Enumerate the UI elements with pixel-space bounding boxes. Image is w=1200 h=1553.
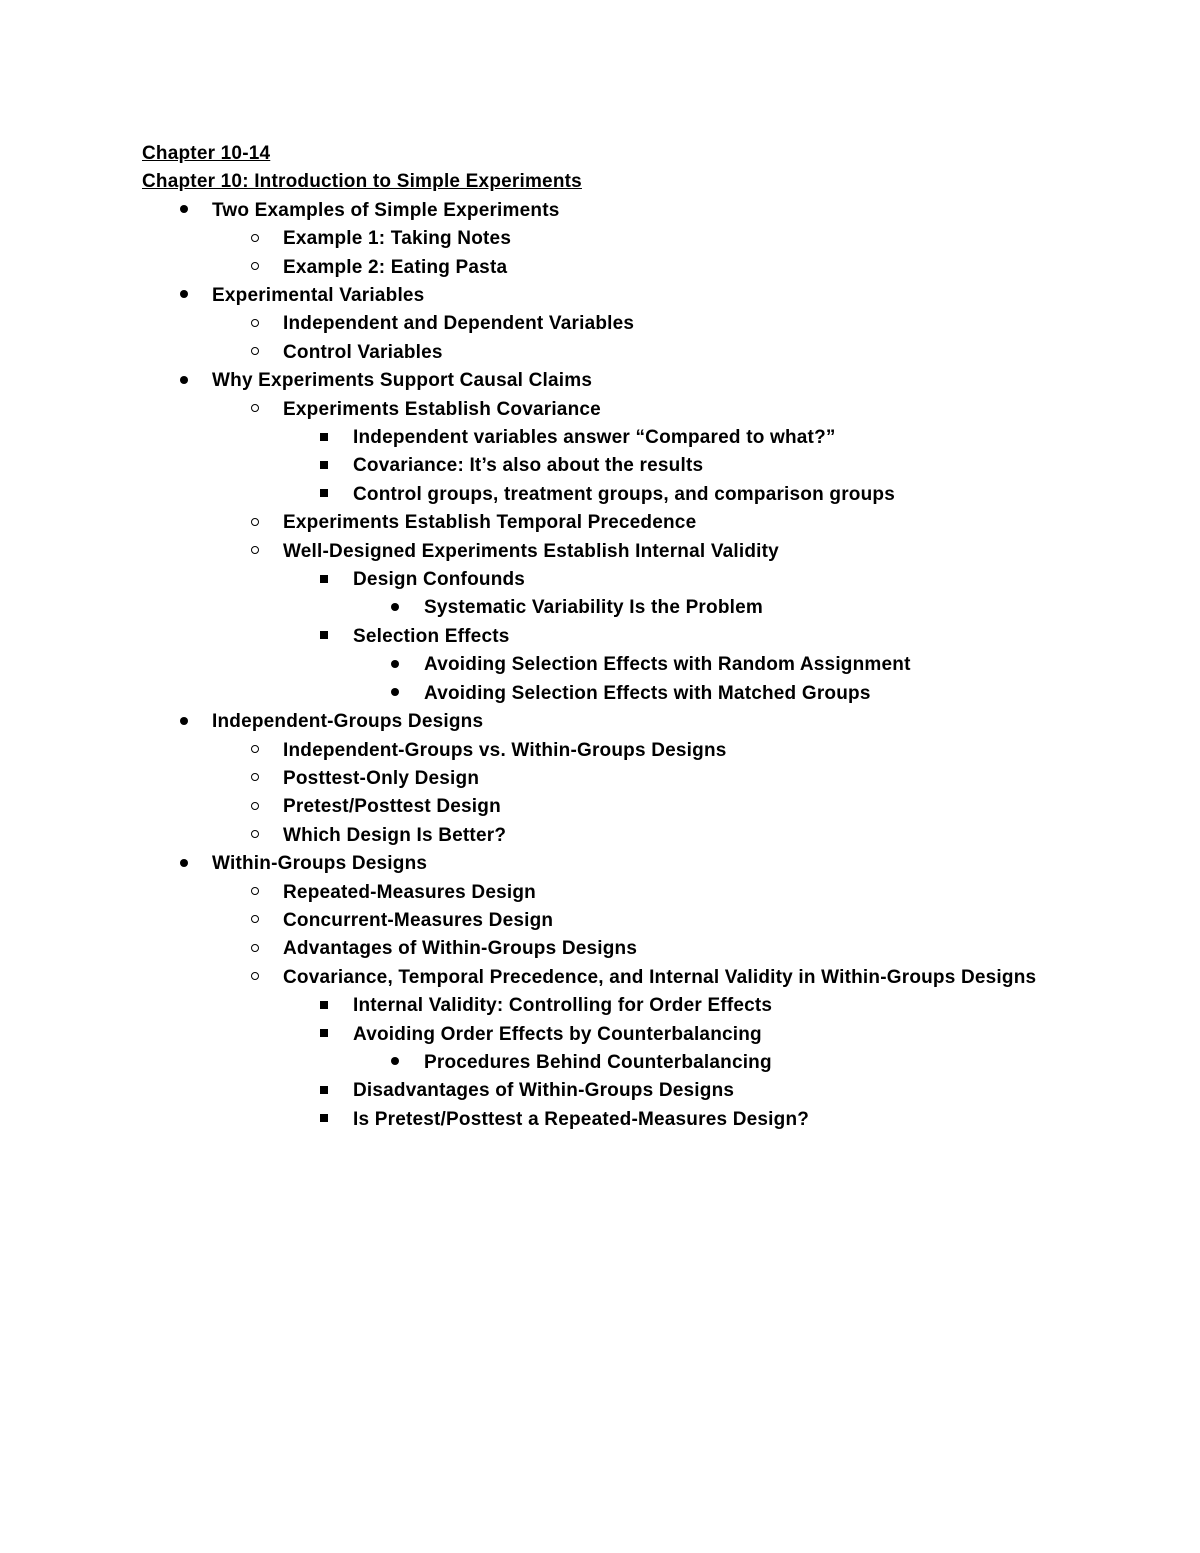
outline-item-level-2 <box>142 509 1142 537</box>
outline-item-level-2 <box>142 396 1142 424</box>
outline-item-text: Pretest/Posttest Design <box>283 796 501 818</box>
filled-circle-icon-shape <box>391 1057 399 1065</box>
outline-item-level-3 <box>142 623 1142 651</box>
outline-item-level-2 <box>142 765 1142 793</box>
outline-item-text: Is Pretest/Posttest a Repeated-Measures Design? <box>353 1108 810 1130</box>
hollow-circle-icon <box>245 225 265 253</box>
hollow-circle-icon <box>245 879 265 907</box>
outline-item-level-2 <box>142 310 1142 338</box>
hollow-circle-icon-shape <box>251 972 259 980</box>
outline-item-text: Experiments Establish Temporal Precedence <box>283 512 697 534</box>
outline-item-text: Why Experiments Support Causal Claims <box>212 370 593 392</box>
outline-item-text: Systematic Variability Is the Problem <box>424 597 763 619</box>
hollow-circle-icon-shape <box>251 944 259 952</box>
filled-square-icon-shape <box>320 433 328 441</box>
hollow-circle-icon <box>245 396 265 424</box>
filled-circle-icon-shape <box>180 376 188 384</box>
hollow-circle-icon <box>245 964 265 992</box>
filled-square-icon-shape <box>320 489 328 497</box>
filled-square-icon-shape <box>320 461 328 469</box>
outline-item-text: Concurrent-Measures Design <box>283 909 554 931</box>
outline-item-level-3 <box>142 1106 1142 1134</box>
hollow-circle-icon-shape <box>251 262 259 270</box>
hollow-circle-icon <box>245 907 265 935</box>
outline-item-text: Experimental Variables <box>212 285 425 306</box>
hollow-circle-icon-shape <box>251 347 259 355</box>
outline-item-level-3 <box>142 1077 1142 1105</box>
hollow-circle-icon <box>245 793 265 821</box>
hollow-circle-icon <box>245 737 265 765</box>
outline-item-text: Independent-Groups Designs <box>212 711 484 733</box>
outline-item-level-2 <box>142 793 1142 821</box>
outline-item-text: Covariance, Temporal Precedence, and Internal Validity in Within-Groups Designs <box>283 966 1037 988</box>
hollow-circle-icon-shape <box>251 915 259 923</box>
outline-item-text: Repeated-Measures Design <box>283 881 536 903</box>
outline-item-text: Internal Validity: Controlling for Order Effects <box>353 995 773 1017</box>
outline-item-text: Independent-Groups vs. Within-Groups Designs <box>283 739 727 761</box>
filled-circle-icon <box>174 197 194 225</box>
outline-item-text: Example 1: Taking Notes <box>283 228 512 250</box>
outline-item-text: Which Design Is Better? <box>283 824 507 846</box>
outline-item-text: Avoiding Selection Effects with Matched Groups <box>424 682 871 704</box>
outline-item-text: Within-Groups Designs <box>212 853 428 875</box>
outline-item-text: Posttest-Only Design <box>283 767 480 789</box>
hollow-circle-icon-shape <box>251 802 259 810</box>
filled-square-icon <box>314 1106 334 1134</box>
hollow-circle-icon <box>245 822 265 850</box>
outline-item-text: Advantages of Within-Groups Designs <box>283 938 638 960</box>
outline-item-level-1 <box>142 367 1142 395</box>
outline-item-level-2 <box>142 737 1142 765</box>
outline-item-level-4 <box>142 1049 1142 1077</box>
outline-item-text: Avoiding Order Effects by Counterbalancing <box>353 1023 762 1045</box>
outline-item-text: Example 2: Eating Pasta <box>283 256 508 278</box>
outline-item-level-2 <box>142 935 1142 963</box>
filled-circle-icon <box>174 708 194 736</box>
filled-square-icon <box>314 481 334 509</box>
outline-item-text: Covariance: It’s also about the results <box>353 455 704 477</box>
filled-circle-icon-shape <box>180 290 188 298</box>
filled-square-icon <box>314 992 334 1020</box>
filled-circle-icon-shape <box>391 603 399 611</box>
hollow-circle-icon <box>245 935 265 963</box>
filled-square-icon-shape <box>320 1001 328 1009</box>
hollow-circle-icon <box>245 509 265 537</box>
filled-square-icon <box>314 623 334 651</box>
hollow-circle-icon <box>245 339 265 367</box>
filled-circle-icon-shape <box>180 859 188 867</box>
outline-item-text: Design Confounds <box>353 569 526 591</box>
outline-item-text: Independent and Dependent Variables <box>283 313 635 335</box>
outline-item-level-3 <box>142 481 1142 509</box>
outline-item-level-4 <box>142 594 1142 622</box>
outline-item-level-2 <box>142 225 1142 253</box>
outline-item-level-2 <box>142 339 1142 367</box>
outline-item-level-1 <box>142 708 1142 736</box>
hollow-circle-icon-shape <box>251 404 259 412</box>
filled-circle-icon <box>385 680 405 708</box>
outline-item-text: Control Variables <box>283 341 443 363</box>
outline-item-level-2 <box>142 879 1142 907</box>
outline-item-level-1 <box>142 282 1142 310</box>
outline-item-text: Experiments Establish Covariance <box>283 398 601 420</box>
filled-square-icon <box>314 452 334 480</box>
document-title: Chapter 10-14 <box>142 143 271 164</box>
filled-circle-icon <box>385 651 405 679</box>
filled-circle-icon <box>385 1049 405 1077</box>
filled-circle-icon-shape <box>391 660 399 668</box>
hollow-circle-icon-shape <box>251 319 259 327</box>
filled-square-icon-shape <box>320 1086 328 1094</box>
filled-circle-icon <box>174 367 194 395</box>
outline-item-level-1 <box>142 197 1142 225</box>
chapter-heading: Chapter 10: Introduction to Simple Experiments <box>142 171 582 193</box>
outline-item-text: Disadvantages of Within-Groups Designs <box>353 1080 735 1102</box>
hollow-circle-icon-shape <box>251 546 259 554</box>
outline-item-level-3 <box>142 1021 1142 1049</box>
outline-item-text: Well-Designed Experiments Establish Internal Validity <box>283 540 779 562</box>
outline-item-level-3 <box>142 992 1142 1020</box>
outline-item-level-3 <box>142 424 1142 452</box>
filled-square-icon <box>314 1021 334 1049</box>
hollow-circle-icon <box>245 765 265 793</box>
outline-item-level-2 <box>142 538 1142 566</box>
hollow-circle-icon-shape <box>251 773 259 781</box>
outline-item-level-4 <box>142 680 1142 708</box>
filled-square-icon-shape <box>320 1029 328 1037</box>
hollow-circle-icon-shape <box>251 518 259 526</box>
outline-item-text: Control groups, treatment groups, and comparison groups <box>353 483 895 505</box>
hollow-circle-icon <box>245 310 265 338</box>
outline-item-level-3 <box>142 566 1142 594</box>
outline-item-text: Two Examples of Simple Experiments <box>212 199 560 221</box>
outline-item-level-1 <box>142 850 1142 878</box>
outline-item-text: Avoiding Selection Effects with Random Assignment <box>424 654 911 676</box>
outline-item-level-3 <box>142 452 1142 480</box>
filled-circle-icon-shape <box>180 717 188 725</box>
filled-square-icon-shape <box>320 575 328 583</box>
hollow-circle-icon-shape <box>251 887 259 895</box>
outline-item-level-2 <box>142 907 1142 935</box>
filled-circle-icon-shape <box>391 688 399 696</box>
chapter-outline <box>142 197 1142 1134</box>
outline-item-level-4 <box>142 651 1142 679</box>
hollow-circle-icon-shape <box>251 830 259 838</box>
filled-circle-icon <box>385 594 405 622</box>
filled-square-icon <box>314 1077 334 1105</box>
filled-circle-icon <box>174 282 194 310</box>
outline-item-text: Independent variables answer “Compared to what?” <box>353 427 836 449</box>
outline-item-level-2 <box>142 254 1142 282</box>
outline-item-text: Procedures Behind Counterbalancing <box>424 1051 772 1073</box>
filled-circle-icon-shape <box>180 205 188 213</box>
outline-item-level-2 <box>142 822 1142 850</box>
hollow-circle-icon <box>245 254 265 282</box>
filled-square-icon <box>314 566 334 594</box>
hollow-circle-icon <box>245 538 265 566</box>
hollow-circle-icon-shape <box>251 234 259 242</box>
filled-square-icon-shape <box>320 1114 328 1122</box>
filled-square-icon <box>314 424 334 452</box>
outline-item-text: Selection Effects <box>353 625 510 647</box>
filled-square-icon-shape <box>320 631 328 639</box>
outline-item-level-2 <box>142 964 1142 992</box>
filled-circle-icon <box>174 850 194 878</box>
document-body <box>142 140 1142 1134</box>
hollow-circle-icon-shape <box>251 745 259 753</box>
